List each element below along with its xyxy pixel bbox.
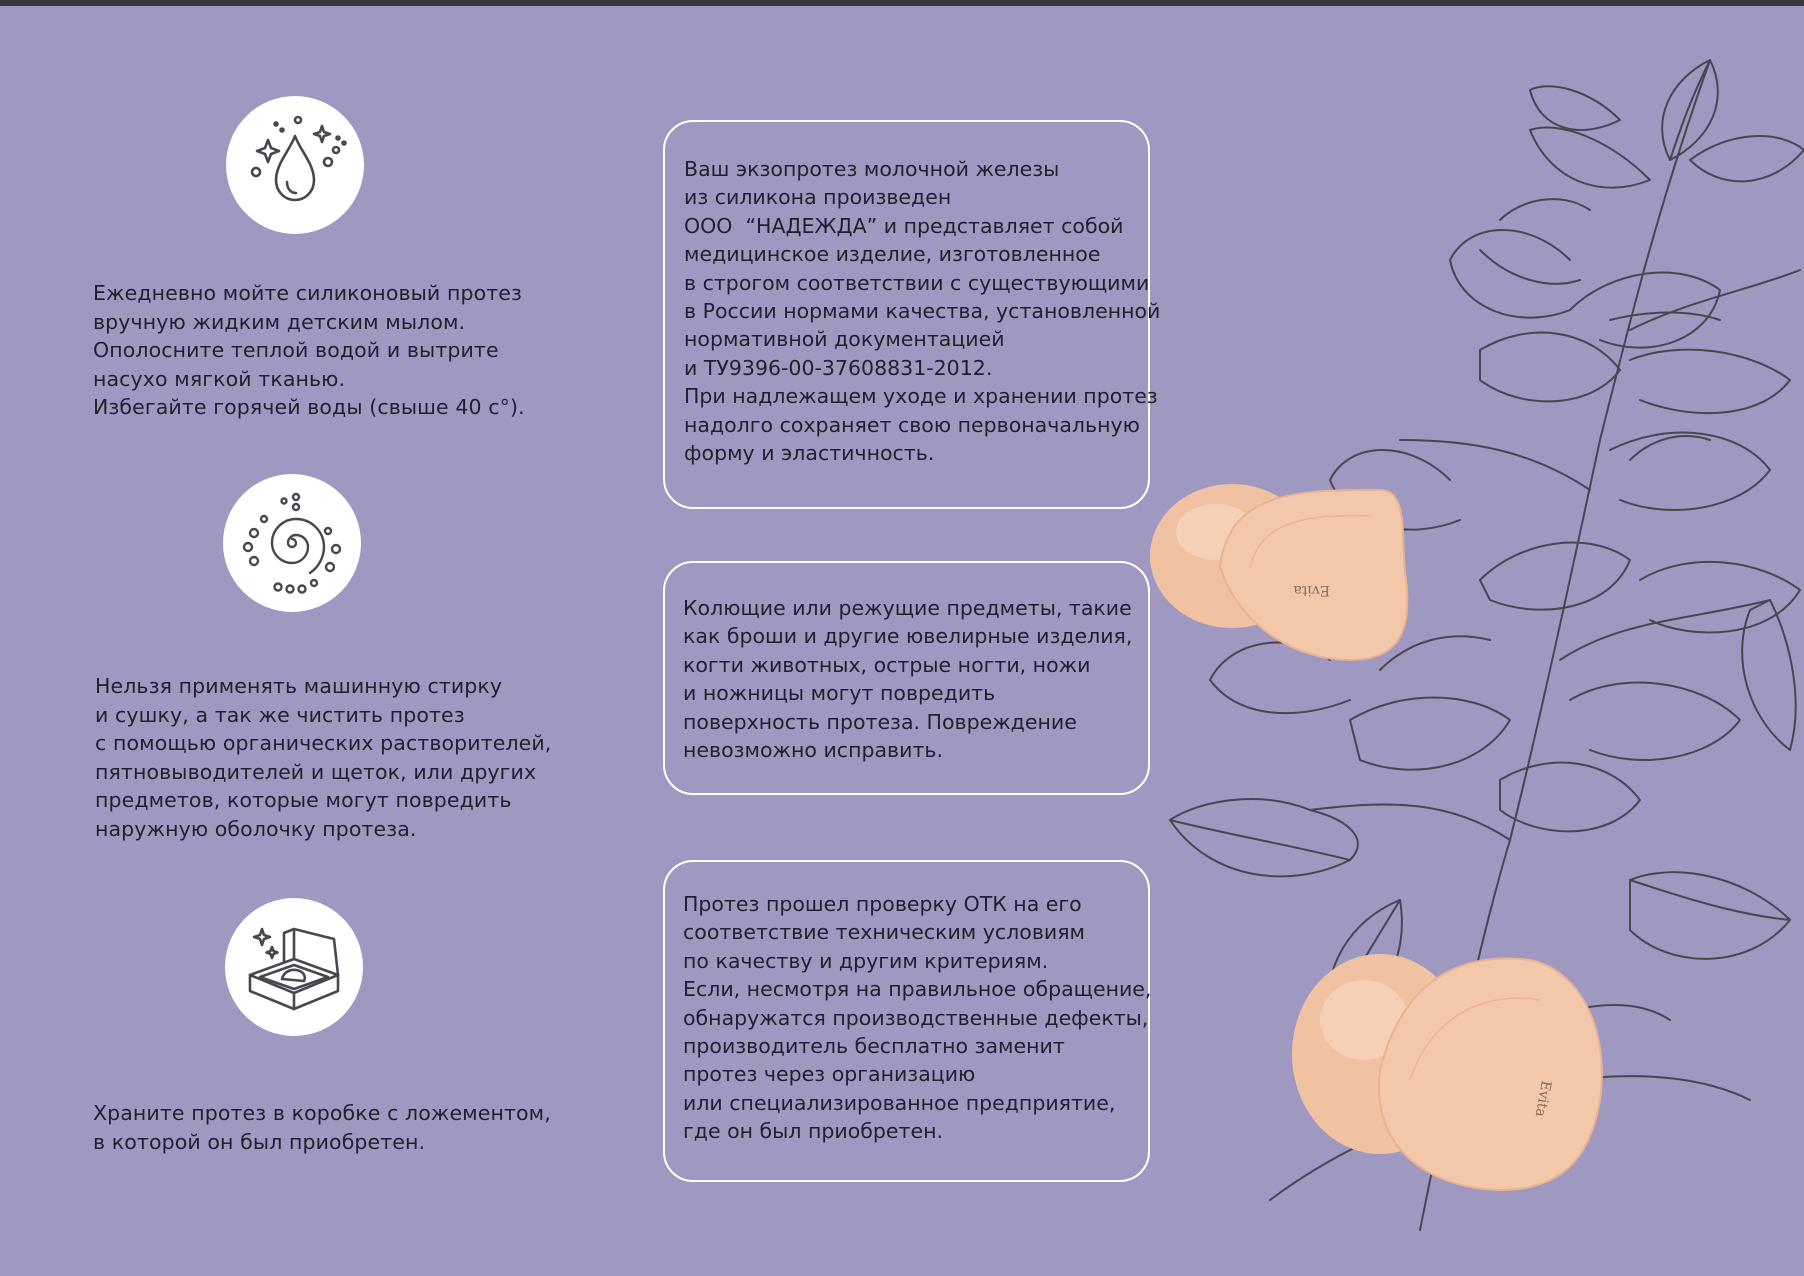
info-box-manufacturer-text: Ваш экзопротез молочной железы из силикона произведен ООО “НАДЕЖДА” и представляет собой медицинское изделие, изготовленное в строгом соответствии с существующими в России нормами качества, установленной нормативной документацией и ТУ9396-00-37608831-2012. При надлежащем уходе и хранении протез надолго сохраняет свою первоначальную форму и эластичность. bbox=[684, 157, 1161, 466]
leaf-lower-right bbox=[1742, 600, 1796, 750]
leaf-upper-right bbox=[1690, 136, 1804, 181]
leaf-bottom-right bbox=[1630, 872, 1790, 959]
tip-storage-text: Храните протез в коробке с ложементом, в которой он был приобретен. bbox=[93, 1101, 551, 1154]
flower-lower-petal-3 bbox=[1570, 683, 1740, 760]
breast-form-pair-lower bbox=[1292, 954, 1602, 1190]
flower-upper-petal-4 bbox=[1630, 350, 1790, 414]
stem-branch-3 bbox=[1400, 440, 1590, 490]
top-border bbox=[0, 0, 1804, 6]
flower-middle-petal-2 bbox=[1610, 433, 1770, 510]
flower-upper-petal-3 bbox=[1480, 333, 1620, 402]
tip-wash-text: Ежедневно мойте силиконовый протез вручную жидким детским мылом. Ополосните теплой водой и вытрите насухо мягкой тканью. Избегайте горячей воды (свыше 40 с°). bbox=[93, 281, 525, 419]
breast-form-triangle-1 bbox=[1220, 490, 1407, 660]
leaf-lower-left bbox=[1170, 799, 1358, 876]
spiral-wash-icon bbox=[223, 474, 361, 612]
leaf-upper-left-2 bbox=[1530, 86, 1620, 130]
flower-upper-petal-2 bbox=[1570, 273, 1720, 348]
info-box-warning-text: Колющие или режущие предметы, такие как броши и другие ювелирные изделия, когти животных, острые ногти, ножи и ножницы могут повредить поверхность протеза. Повреждение невозможно исправить. bbox=[683, 596, 1133, 763]
tip-no-machine-wash-text: Нельзя применять машинную стирку и сушку, а так же чистить протез с помощью органических растворителей, пятновыводителей и щеток, или других предметов, которые могут повредить наружную оболочку протеза. bbox=[95, 674, 552, 841]
water-drop-sparkle-icon bbox=[226, 96, 364, 234]
breast-form-pair-upper bbox=[1150, 484, 1407, 660]
stem-branch-4 bbox=[1630, 270, 1800, 330]
leaf-upper-left bbox=[1530, 127, 1650, 187]
info-box-quality-text: Протез прошел проверку ОТК на его соответствие техническим условиям по качеству и другим критериям. Если, несмотря на правильное обращение, обнаружатся производственные дефекты, производитель бесплатно заменит протез через организацию или специализированное предприятие, где он был приобретен. bbox=[683, 892, 1152, 1144]
flower-lower-petal-2 bbox=[1350, 698, 1510, 770]
storage-box-icon bbox=[225, 898, 363, 1036]
brand-imprint-1: Evita bbox=[1293, 582, 1330, 598]
flower-upper-petal-1 bbox=[1450, 230, 1570, 318]
leaf-top bbox=[1662, 60, 1718, 160]
flower-upper-petal-5 bbox=[1500, 199, 1590, 220]
brand-imprint-2: Evita bbox=[1531, 1079, 1554, 1119]
flower-middle-petal-3 bbox=[1480, 543, 1630, 610]
botanical-illustration bbox=[1150, 20, 1804, 1276]
